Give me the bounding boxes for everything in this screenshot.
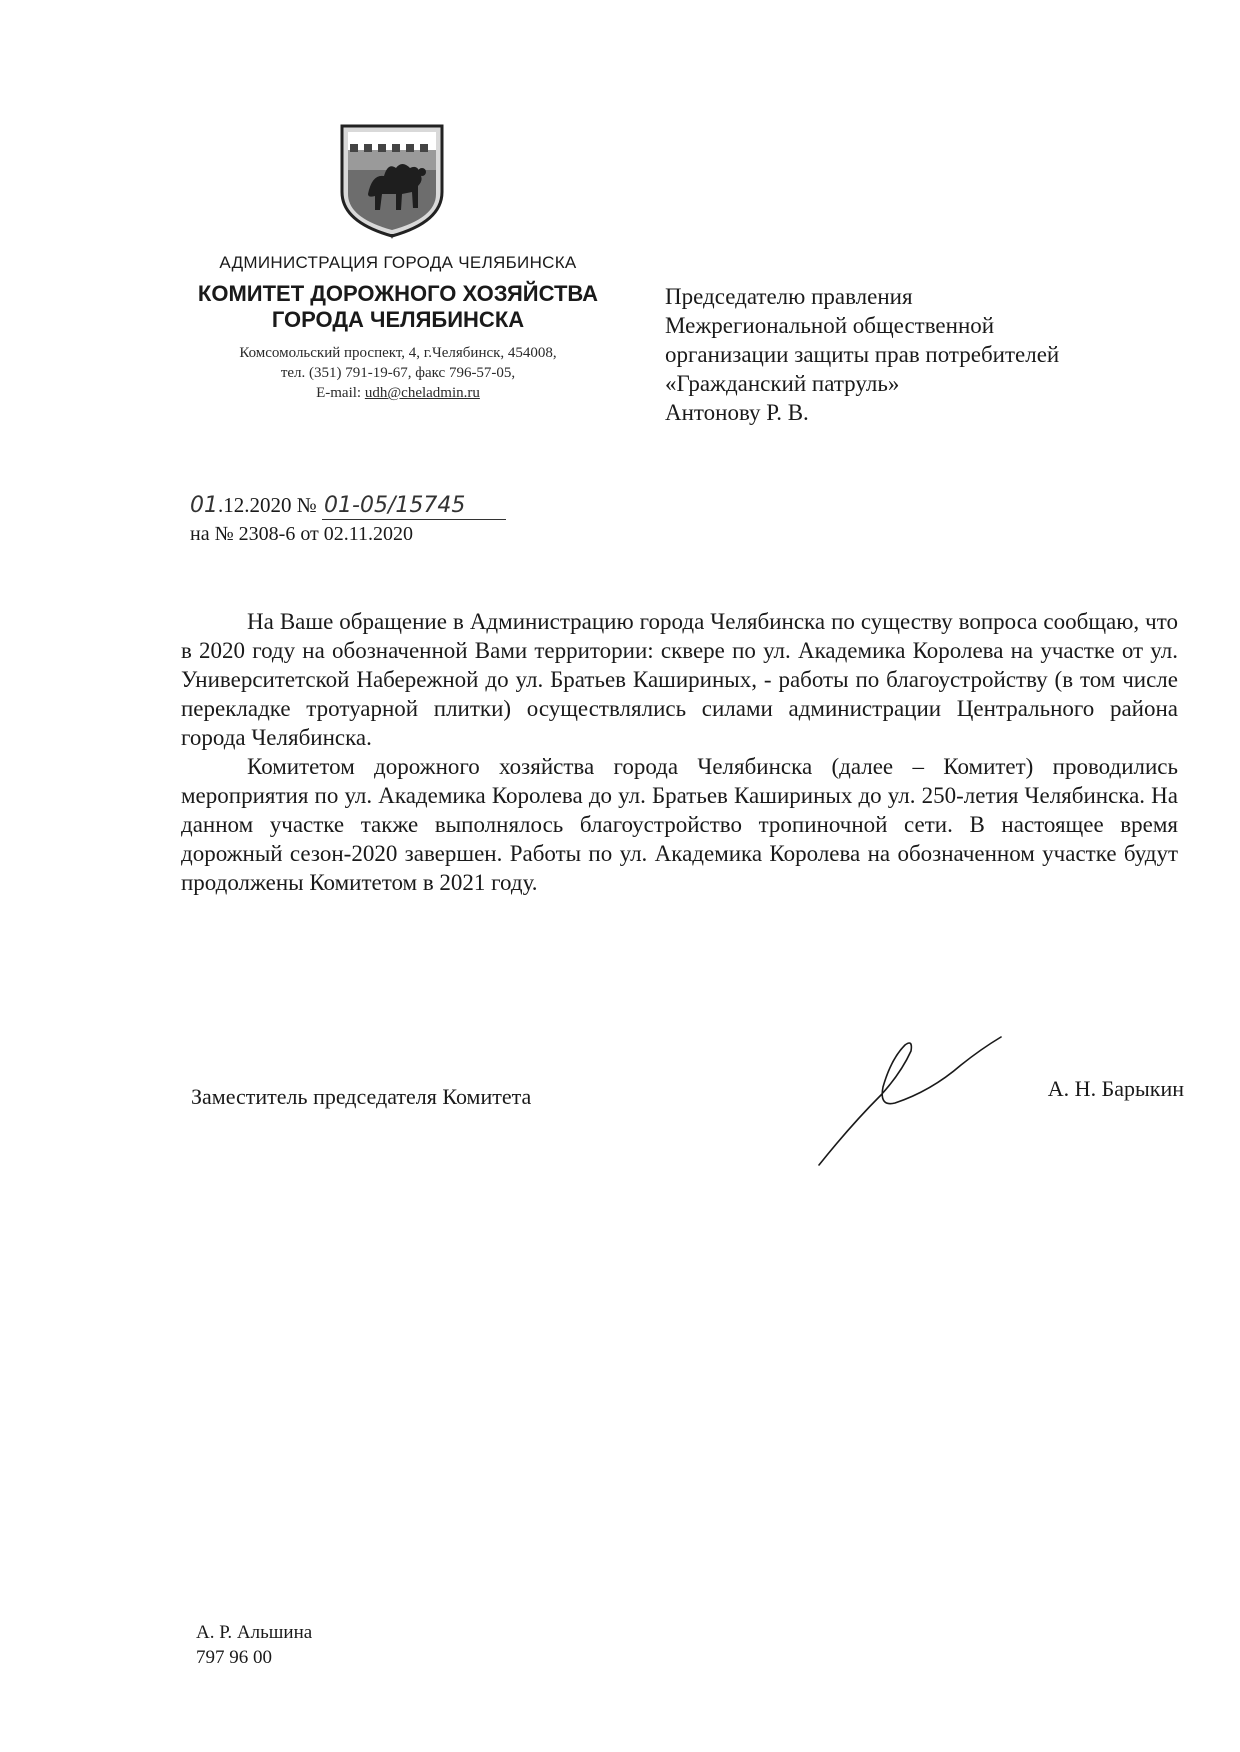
phone-line: тел. (351) 791-19-67, факс 796-57-05, [280,365,516,381]
addressee-line-5: Антонову Р. В. [665,400,809,425]
coat-of-arms-icon [338,122,446,240]
registration-day: 01 [190,493,218,518]
registration-date: .12.2020 [218,493,292,517]
committee-name: КОМИТЕТ ДОРОЖНОГО ХОЗЯЙСТВА ГОРОДА ЧЕЛЯБИНСКА [197,281,599,332]
addressee-line-1: Председателю правления [665,284,913,309]
organization-header [188,252,608,403]
email-line [188,383,608,403]
number-sign: № [296,493,317,517]
email-label: E-mail: [316,385,362,401]
addressee-line-3: организации защиты прав потребителей [665,342,1060,367]
administration-name: АДМИНИСТРАЦИЯ ГОРОДА ЧЕЛЯБИНСКА [219,253,577,272]
addressee-block [665,282,1185,427]
executor-phone: 797 96 00 [196,1647,272,1668]
letter-body [181,607,1178,897]
registration-number: 01-05/15745 [322,493,506,520]
signatory-title: Заместитель председателя Комитета [191,1084,532,1109]
contact-block [188,343,608,403]
handwritten-signature [811,1015,1011,1175]
executor-name: А. Р. Альшина [196,1622,313,1643]
body-paragraph-2: Комитетом дорожного хозяйства города Челябинска (далее – Комитет) проводились мероприятия по ул. Академика Королева до ул. Братьев Кашириных до ул. 250-летия Челябинска. На данном участке также выполнялось благоустройство тропиночной сети. В настоящее время дорожный сезон-2020 завершен. Работы по ул. Академика Королева на обозначенном участке будут продолжены Комитетом в 2021 году. [181,754,1178,895]
registration-line [190,492,506,520]
reference-line: на № 2308-6 от 02.11.2020 [190,523,414,545]
executor-block [196,1620,312,1670]
addressee-line-2: Межрегиональной общественной [665,313,995,338]
signatory-name: А. Н. Барыкин [1047,1076,1184,1101]
address-line: Комсомольский проспект, 4, г.Челябинск, 454008, [239,345,557,361]
body-paragraph-1: На Ваше обращение в Администрацию города Челябинска по существу вопроса сообщаю, что в 2020 году на обозначенной Вами территории: сквере по ул. Академика Королева на участке от ул. Университетской Набережной до ул. Братьев Кашириных, - работы по благоустройству (в том числе перекладке тротуарной плитки) осуществлялись силами администрации Центрального района города Челябинска. [181,609,1178,750]
addressee-line-4: «Гражданский патруль» [665,371,900,396]
email-link[interactable]: udh@cheladmin.ru [364,385,480,401]
